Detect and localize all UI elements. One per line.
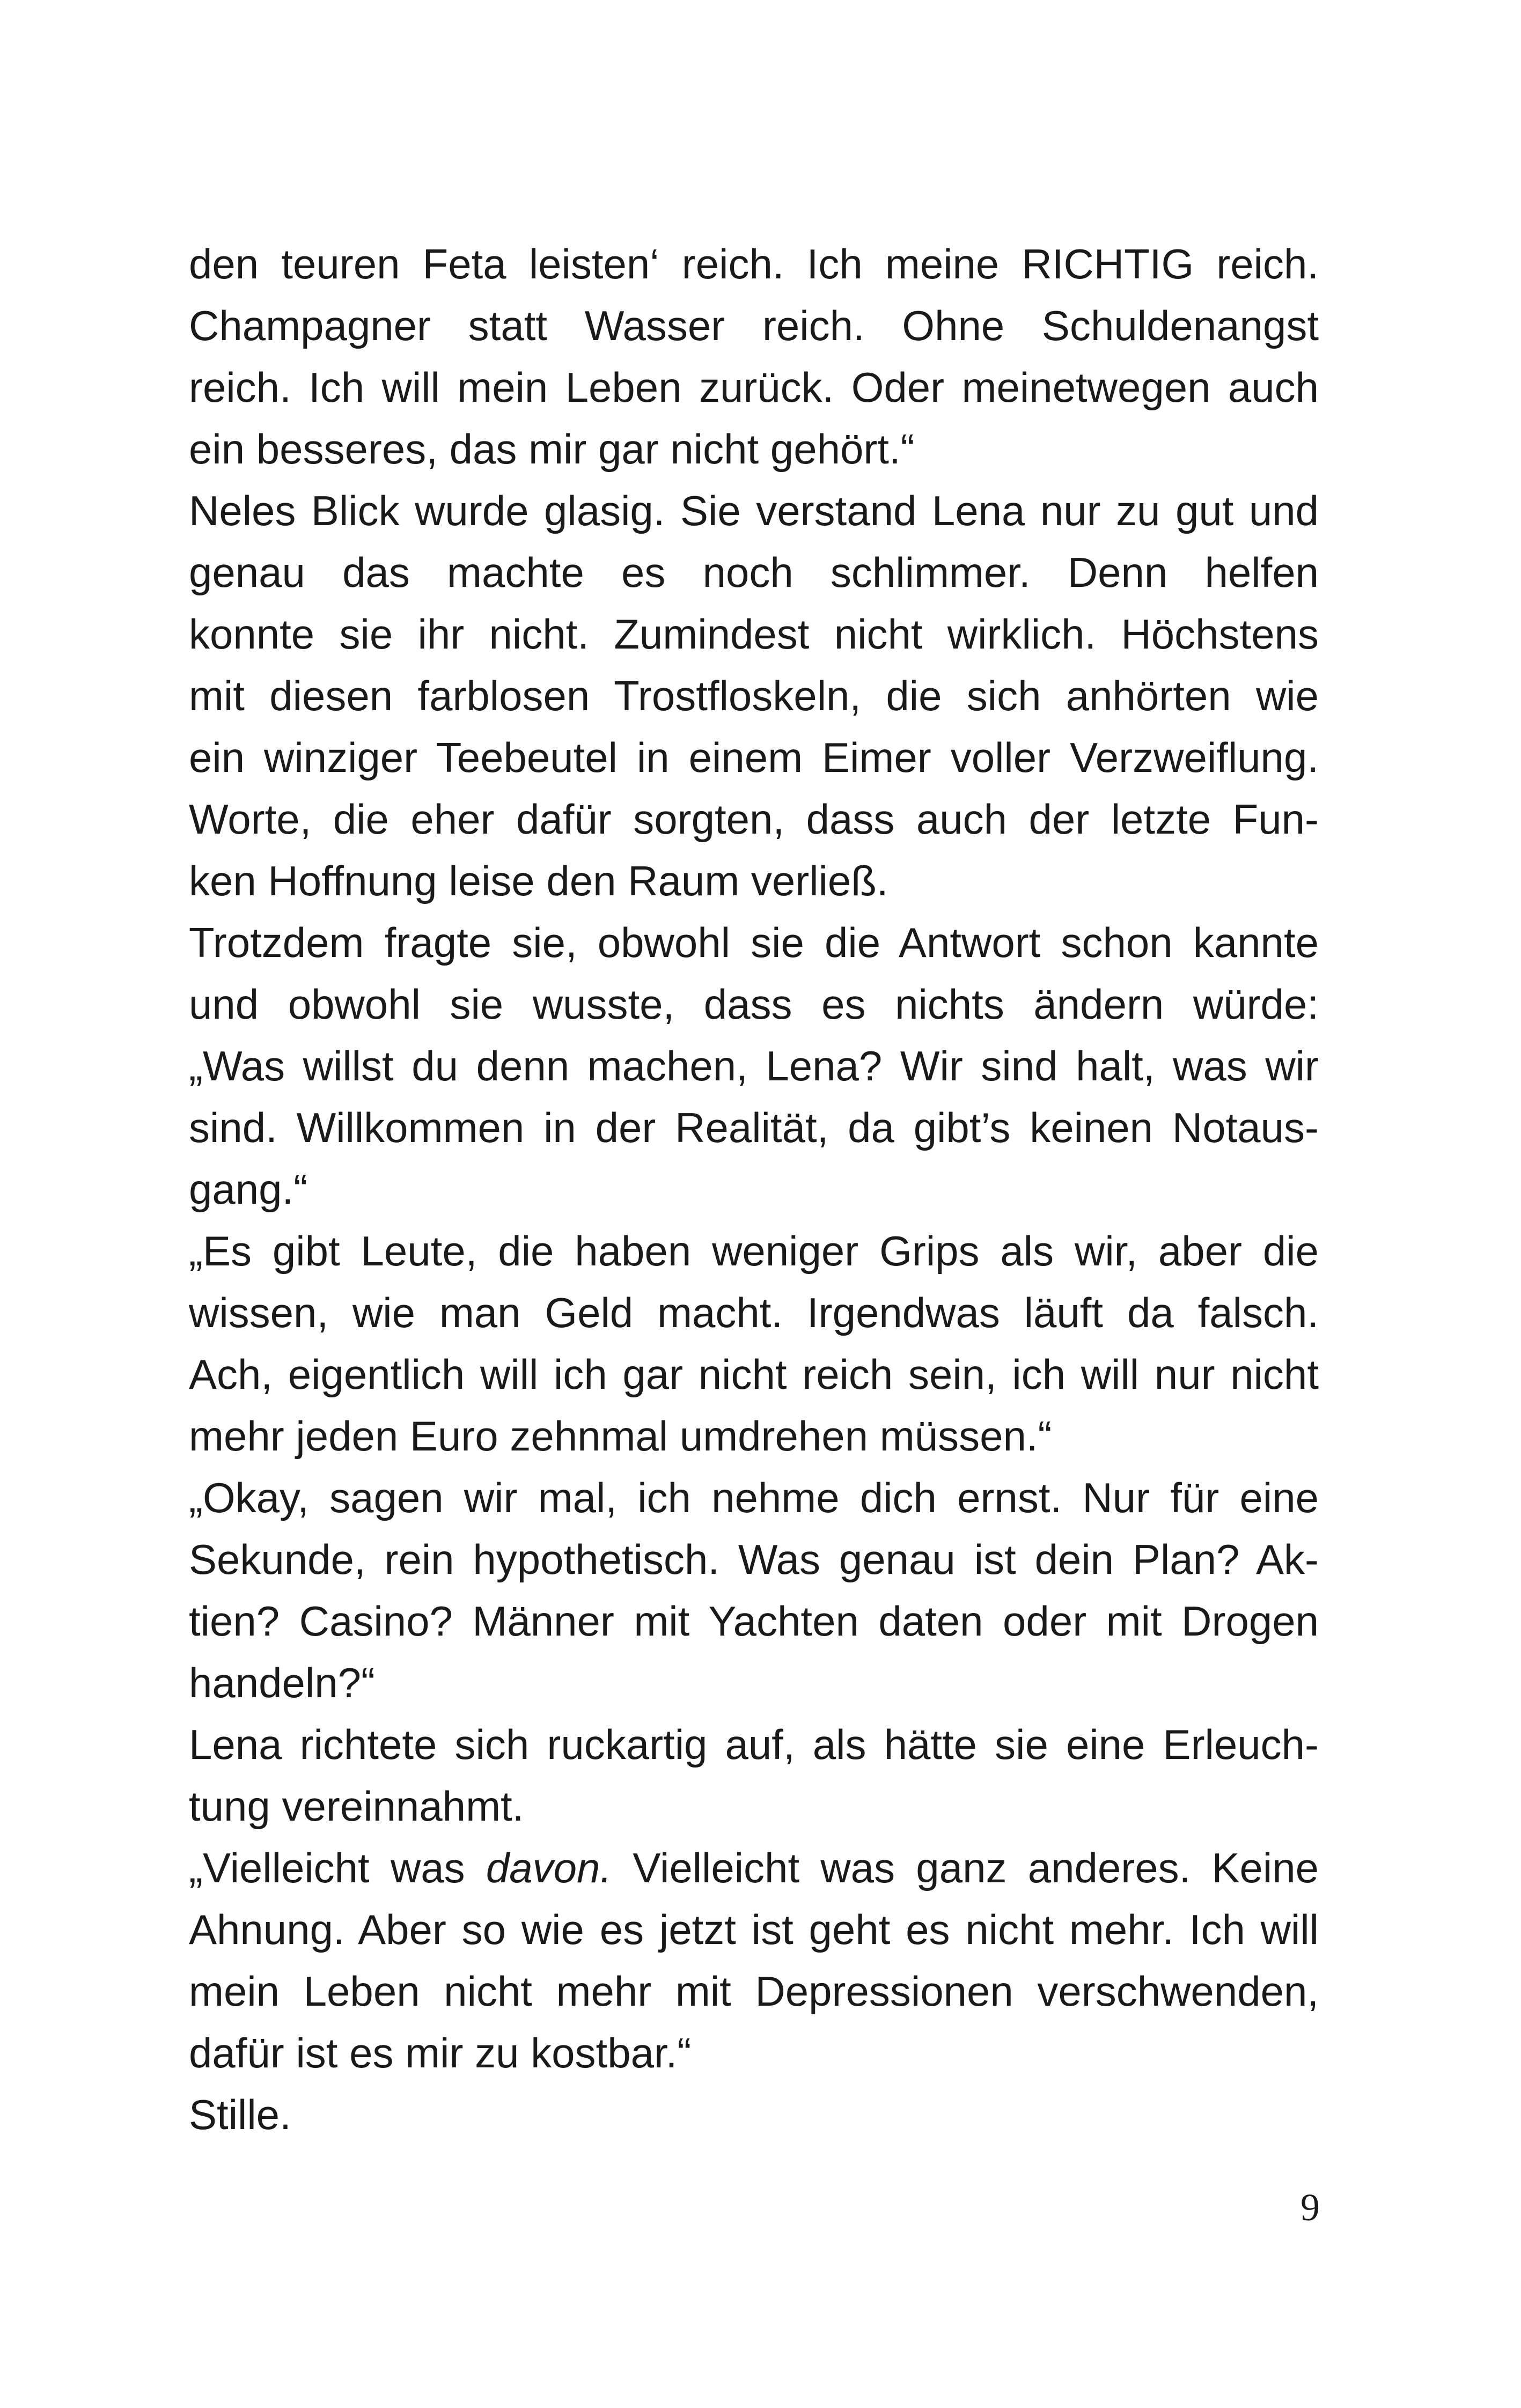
text-line: mehr jeden Euro zehnmal umdrehen müssen.“ xyxy=(189,1412,1052,1460)
text-line: handeln?“ xyxy=(189,1659,375,1706)
text-line: ein besseres, das mir gar nicht gehört.“ xyxy=(189,425,915,473)
text-line: und obwohl sie wusste, dass es nichts ändern würde: xyxy=(189,981,1319,1028)
text-line: Lena richtete sich ruckartig auf, als hätte sie eine Erleuch- xyxy=(189,1721,1319,1768)
text-line: „Was willst du denn machen, Lena? Wir sind halt, was wir xyxy=(189,1042,1319,1089)
text-line: mit diesen farblosen Trostfloskeln, die sich anhörten wie xyxy=(189,672,1319,719)
text-line: gang.“ xyxy=(189,1166,308,1213)
text-line: sind. Willkommen in der Realität, da gibt’s keinen Notaus- xyxy=(189,1104,1319,1151)
text-line: genau das machte es noch schlimmer. Denn helfen xyxy=(189,549,1319,596)
body-text xyxy=(189,233,1319,2146)
emphasized-word: davon. xyxy=(486,1844,612,1891)
text-line: Worte, die eher dafür sorgten, dass auch der letzte Fun- xyxy=(189,796,1319,843)
text-line: tung vereinnahmt. xyxy=(189,1783,524,1830)
text-line: reich. Ich will mein Leben zurück. Oder meinetwegen auch xyxy=(189,364,1319,411)
text-line: ein winziger Teebeutel in einem Eimer voller Verzweiflung. xyxy=(189,734,1319,781)
text-line: den teuren Feta leisten‘ reich. Ich meine RICHTIG reich. xyxy=(189,240,1319,288)
text-line: Ach, eigentlich will ich gar nicht reich sein, ich will nur nicht xyxy=(189,1351,1319,1398)
text-line: Sekunde, rein hypothetisch. Was genau ist dein Plan? Ak- xyxy=(189,1536,1319,1583)
text-line: tien? Casino? Männer mit Yachten daten oder mit Drogen xyxy=(189,1597,1319,1645)
text-line: dafür ist es mir zu kostbar.“ xyxy=(189,2029,692,2076)
text-line: Trotzdem fragte sie, obwohl sie die Antwort schon kannte xyxy=(189,919,1319,966)
text-line: Ahnung. Aber so wie es jetzt ist geht es nicht mehr. Ich will xyxy=(189,1906,1319,1953)
text-line: mein Leben nicht mehr mit Depressionen verschwenden, xyxy=(189,1968,1319,2015)
text-segment: Vielleicht was ganz anderes. Keine xyxy=(612,1844,1319,1891)
text-line: Neles Blick wurde glasig. Sie verstand Lena nur zu gut und xyxy=(189,487,1319,534)
text-line: „Es gibt Leute, die haben weniger Grips als wir, aber die xyxy=(189,1227,1319,1275)
text-line: wissen, wie man Geld macht. Irgendwas läuft da falsch. xyxy=(189,1289,1319,1336)
text-line: Champagner statt Wasser reich. Ohne Schuldenangst xyxy=(189,302,1319,349)
text-line: Stille. xyxy=(189,2091,291,2138)
text-line: konnte sie ihr nicht. Zumindest nicht wirklich. Höchstens xyxy=(189,610,1319,658)
text-line: ken Hoffnung leise den Raum verließ. xyxy=(189,857,888,904)
text-line: „Okay, sagen wir mal, ich nehme dich ernst. Nur für eine xyxy=(189,1474,1319,1521)
text-line-with-emphasis xyxy=(189,1837,1319,1899)
text-segment: „Vielleicht was xyxy=(189,1844,486,1891)
page-number: 9 xyxy=(1300,2186,1320,2229)
